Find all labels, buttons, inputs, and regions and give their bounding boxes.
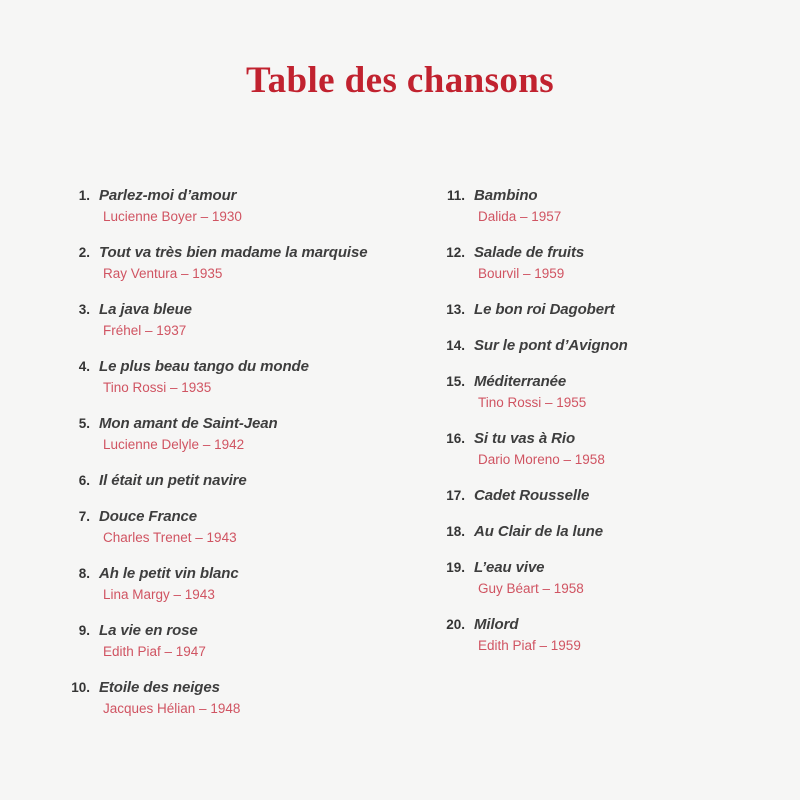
song-entry — [437, 521, 800, 542]
song-entry-credit: Charles Trenet – 1943 — [103, 530, 237, 545]
song-entry-body — [90, 563, 390, 605]
song-entry — [62, 299, 390, 341]
song-entry — [62, 563, 390, 605]
song-entry-title: Etoile des neiges — [99, 679, 220, 696]
song-entry-number: 20. — [446, 617, 465, 632]
song-entry-credit: Lucienne Boyer – 1930 — [103, 209, 242, 224]
song-entry-body — [90, 185, 390, 227]
song-entry-number: 11. — [446, 188, 465, 203]
song-entry — [62, 356, 390, 398]
song-entry-body — [90, 620, 390, 662]
song-entry-number: 7. — [78, 509, 90, 524]
song-entry-body — [465, 335, 800, 356]
song-entry-number: 2. — [78, 245, 90, 260]
song-entry-body — [90, 413, 390, 455]
song-entry-credit: Tino Rossi – 1955 — [478, 395, 587, 410]
song-list-column-left — [0, 185, 390, 719]
song-entry-title: Cadet Rousselle — [474, 487, 590, 504]
song-entry-title: Ah le petit vin blanc — [99, 565, 239, 582]
song-entry — [62, 470, 390, 491]
song-entry-title: Il était un petit navire — [99, 472, 247, 489]
song-entry-body — [90, 356, 390, 398]
song-entry-title: Douce France — [99, 508, 197, 525]
song-entry-body — [465, 299, 800, 320]
song-entry-title: La vie en rose — [99, 622, 198, 639]
song-entry — [437, 299, 800, 320]
song-entry — [437, 335, 800, 356]
song-entry — [437, 428, 800, 470]
song-entry-credit: Dario Moreno – 1958 — [478, 452, 605, 467]
song-entry-credit: Fréhel – 1937 — [103, 323, 187, 338]
song-entry-credit: Edith Piaf – 1947 — [103, 644, 206, 659]
song-entry-body — [90, 242, 390, 284]
song-entry-title: Tout va très bien madame la marquise — [99, 244, 368, 261]
song-entry-number: 4. — [78, 359, 90, 374]
song-entry — [437, 242, 800, 284]
song-entry-number: 12. — [446, 245, 465, 260]
song-entry-number: 9. — [78, 623, 90, 638]
song-entry-number: 17. — [446, 488, 465, 503]
song-entry — [437, 614, 800, 656]
song-entry-credit: Jacques Hélian – 1948 — [103, 701, 241, 716]
song-entry-body — [465, 371, 800, 413]
song-entry-credit: Edith Piaf – 1959 — [478, 638, 581, 653]
song-entry-credit: Guy Béart – 1958 — [478, 581, 584, 596]
song-entry-title: Parlez-moi d’amour — [99, 187, 237, 204]
song-entry-number: 15. — [446, 374, 465, 389]
song-entry — [437, 185, 800, 227]
song-entry-title: L’eau vive — [474, 559, 545, 576]
song-entry-title: Méditerranée — [474, 373, 567, 390]
song-entry-title: Si tu vas à Rio — [474, 430, 576, 447]
song-entry-number: 6. — [78, 473, 90, 488]
song-entry — [62, 677, 390, 719]
song-entry-title: La java bleue — [99, 301, 192, 318]
song-entry — [437, 371, 800, 413]
song-entry-credit: Lina Margy – 1943 — [103, 587, 215, 602]
song-entry-number: 8. — [78, 566, 90, 581]
song-entry-number: 16. — [446, 431, 465, 446]
song-entry-body — [465, 521, 800, 542]
song-entry-body — [465, 242, 800, 284]
song-entry — [62, 620, 390, 662]
song-entry — [62, 413, 390, 455]
song-entry-body — [465, 185, 800, 227]
song-entry-body — [465, 614, 800, 656]
song-entry — [62, 185, 390, 227]
song-entry-title: Milord — [474, 616, 519, 633]
song-entry-body — [465, 557, 800, 599]
song-entry-body — [465, 485, 800, 506]
song-entry-body — [90, 299, 390, 341]
song-entry-credit: Ray Ventura – 1935 — [103, 266, 223, 281]
song-entry-title: Au Clair de la lune — [474, 523, 603, 540]
song-entry-title: Le bon roi Dagobert — [474, 301, 615, 318]
song-entry-credit: Tino Rossi – 1935 — [103, 380, 212, 395]
song-entry-body — [90, 506, 390, 548]
song-entry-title: Le plus beau tango du monde — [99, 358, 309, 375]
song-entry — [62, 506, 390, 548]
song-entry-number: 13. — [446, 302, 465, 317]
page-title: Table des chansons — [245, 60, 555, 101]
song-entry-title: Salade de fruits — [474, 244, 585, 261]
song-entry-title: Sur le pont d’Avignon — [474, 337, 628, 354]
song-list-columns — [0, 185, 800, 719]
song-entry-number: 5. — [78, 416, 90, 431]
song-entry-body — [90, 677, 390, 719]
song-list-column-right — [390, 185, 800, 656]
song-entry — [437, 557, 800, 599]
song-entry-number: 1. — [78, 188, 90, 203]
song-entry-number: 19. — [446, 560, 465, 575]
song-entry — [62, 242, 390, 284]
song-entry-number: 14. — [446, 338, 465, 353]
song-entry-credit: Bourvil – 1959 — [478, 266, 565, 281]
song-entry-body — [465, 428, 800, 470]
song-entry — [437, 485, 800, 506]
song-entry-number: 3. — [78, 302, 90, 317]
song-entry-credit: Dalida – 1957 — [478, 209, 562, 224]
song-entry-title: Mon amant de Saint-Jean — [99, 415, 278, 432]
song-entry-number: 10. — [71, 680, 90, 695]
song-entry-number: 18. — [446, 524, 465, 539]
song-entry-title: Bambino — [474, 187, 538, 204]
song-entry-body — [90, 470, 390, 491]
song-entry-credit: Lucienne Delyle – 1942 — [103, 437, 245, 452]
